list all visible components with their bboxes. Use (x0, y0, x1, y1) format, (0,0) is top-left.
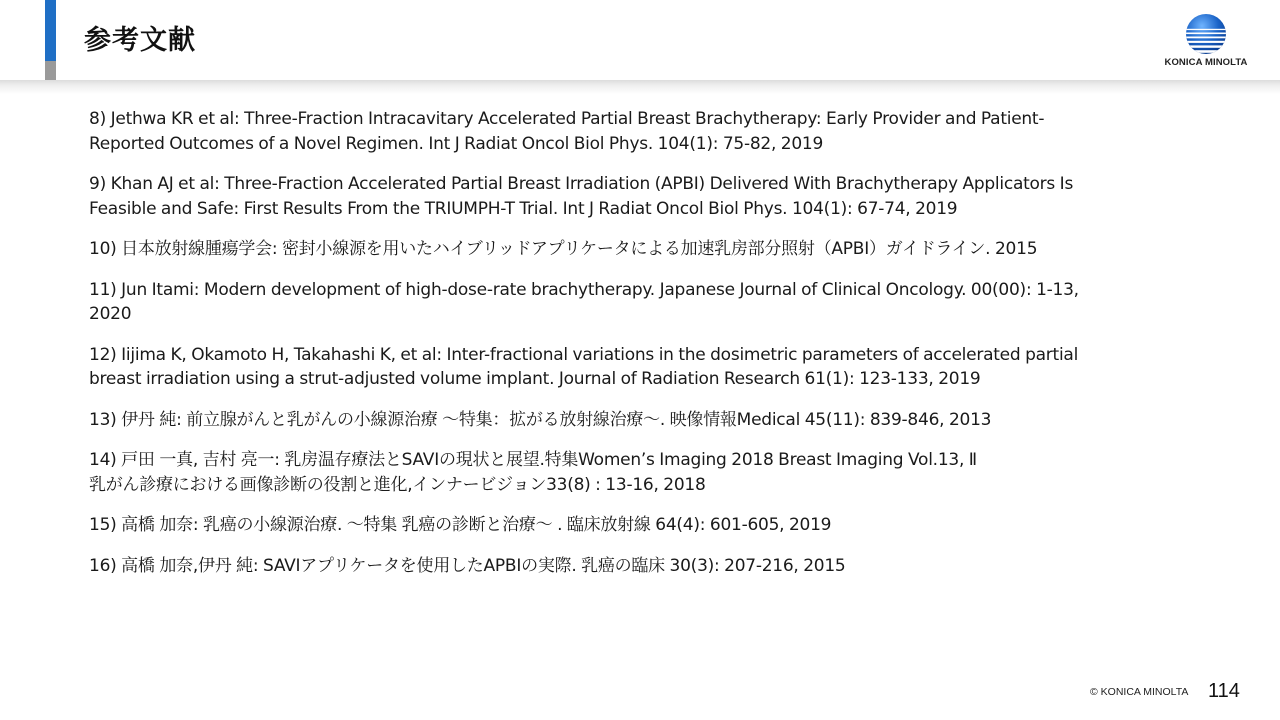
copyright-notice: © KONICA MINOLTA (1090, 686, 1189, 698)
reference-line: 13) 伊丹 純: 前立腺がんと乳がんの小線源治療 ～特集：拡がる放射線治療～. 映像情報Medical 45(11): 839-846, 2013 (89, 409, 992, 430)
reference-line: 10) 日本放射線腫瘍学会: 密封小線源を用いたハイブリッドアプリケータによる加速乳房部分照射（APBI）ガイドライン. 2015 (89, 239, 1038, 259)
reference-item-13 (89, 408, 1209, 433)
reference-item-14 (89, 448, 1209, 497)
reference-line: 16) 高橋 加奈,伊丹 純: SAVIアプリケータを使用したAPBIの実際. 乳癌の臨床 30(3): 207-216, 2015 (89, 555, 846, 576)
reference-line: Reported Outcomes of a Novel Regimen. Int J Radiat Oncol Biol Phys. 104(1): 75-82, 2019 (89, 133, 824, 154)
reference-line: 8) Jethwa KR et al: Three-Fraction Intracavitary Accelerated Partial Breast Brachytherapy: Early Provider and Patient- (89, 109, 1045, 129)
reference-line: 14) 戸田 一真, 吉村 亮一: 乳房温存療法とSAVIの現状と展望.特集Women’s Imaging 2018 Breast Imaging Vol.13, Ⅱ (89, 450, 977, 470)
title-accent-bar (45, 0, 56, 61)
reference-item-9 (89, 172, 1209, 221)
logo-text: KONICA MINOLTA (1164, 57, 1248, 68)
reference-line: 9) Khan AJ et al: Three-Fraction Accelerated Partial Breast Irradiation (APBI) Delivered With Brachytherapy Applicators Is (89, 174, 1074, 194)
reference-line: 12) Iijima K, Okamoto H, Takahashi K, et al: Inter-fractional variations in the dosimetric parameters of accelerated partial (89, 344, 1079, 365)
title-accent-bar-lower (45, 61, 56, 80)
reference-item-10 (89, 237, 1209, 262)
reference-line: breast irradiation using a strut-adjusted volume implant. Journal of Radiation Research 61(1): 123-133, 2019 (89, 369, 981, 389)
globe-logo-icon (1185, 13, 1227, 55)
reference-item-11 (89, 278, 1209, 327)
reference-line: Feasible and Safe: First Results From the TRIUMPH-T Trial. Int J Radiat Oncol Biol Phys. 104(1): 67-74, 2019 (89, 198, 958, 219)
slide-header (0, 0, 1280, 80)
reference-item-12 (89, 343, 1209, 392)
header-shadow (0, 80, 1280, 94)
reference-line: 15) 高橋 加奈: 乳癌の小線源治療. ～特集 乳癌の診断と治療～ . 臨床放射線 64(4): 601-605, 2019 (89, 515, 832, 535)
reference-line: 11) Jun Itami: Modern development of high-dose-rate brachytherapy. Japanese Journal of Clinical Oncology. 00(00): 1-13, (89, 279, 1079, 300)
reference-line: 2020 (89, 304, 132, 324)
reference-item-8 (89, 107, 1209, 156)
company-logo (1156, 13, 1256, 71)
page-number: 114 (1208, 680, 1240, 702)
reference-item-16 (89, 554, 1209, 579)
page-title: 参考文献 (84, 25, 196, 56)
reference-list (89, 107, 1209, 594)
reference-line: 乳がん診療における画像診断の役割と進化,インナービジョン33(8) : 13-16, 2018 (89, 474, 706, 495)
reference-item-15 (89, 513, 1209, 538)
